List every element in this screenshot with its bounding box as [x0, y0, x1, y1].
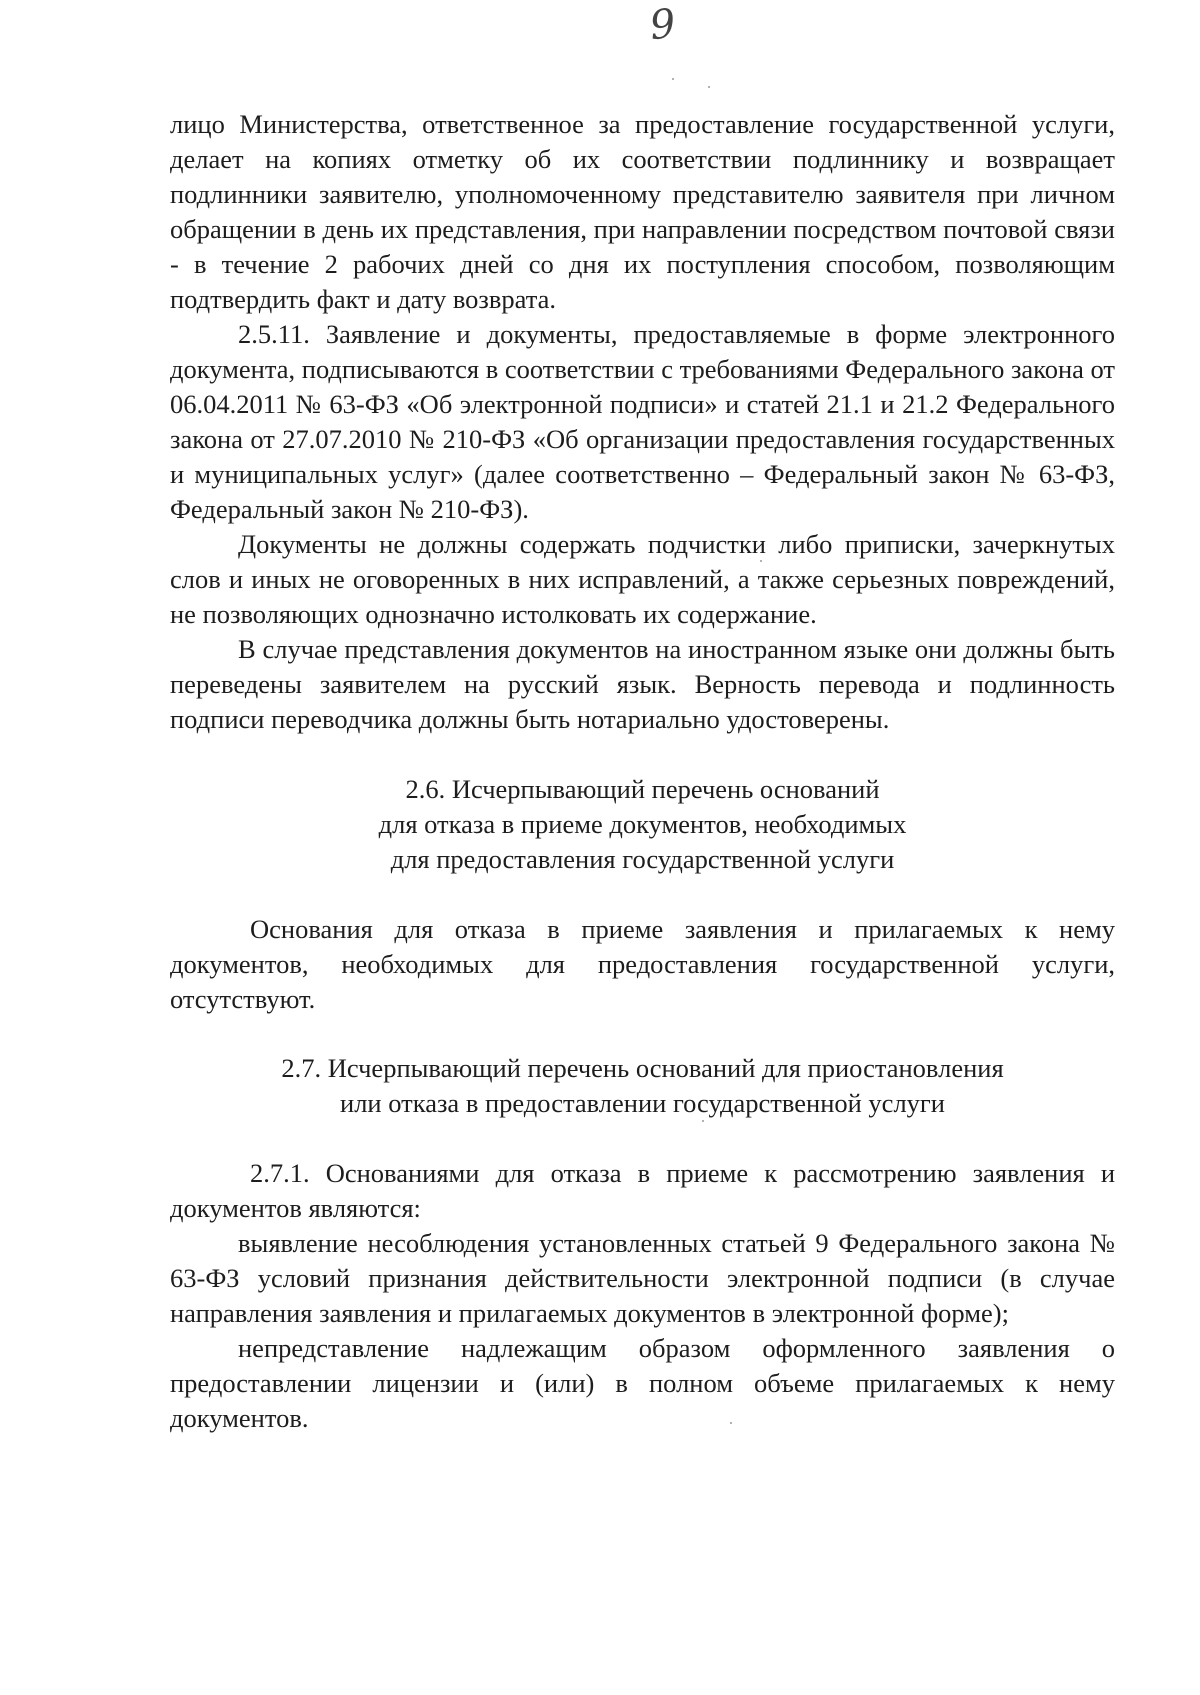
page-number: 9	[647, 0, 678, 50]
paragraph-2-7-1: 2.7.1. Основаниями для отказа в приеме к рассмотрению заявления и документов являются:	[170, 1158, 1115, 1223]
scan-speck	[760, 560, 762, 562]
spacer	[170, 1121, 1115, 1156]
scan-speck	[672, 78, 674, 80]
section-heading-2-6: 2.6. Исчерпывающий перечень оснований для отказа в приеме документов, необходимых для предоставления государственной услуги	[378, 774, 907, 874]
document-body	[170, 107, 1115, 1436]
paragraph-signature-validity: выявление несоблюдения установленных статьей 9 Федерального закона № 63-ФЗ условий признания действительности электронной подписи (в случае направления заявления и прилагаемых документов в электронной форме);	[170, 1228, 1115, 1328]
paragraph-document-requirements: Документы не должны содержать подчистки либо приписки, зачеркнутых слов и иных не оговоренных в них исправлений, а также серьезных повреждений, не позволяющих однозначно истолковать их содержание.	[170, 529, 1115, 629]
spacer	[170, 1017, 1115, 1051]
scan-speck	[708, 86, 710, 88]
paragraph-continuation: лицо Министерства, ответственное за предоставление государственной услуги, делает на копиях отметку об их соответствии подлиннику и возвращает подлинники заявителю, уполномоченному представителю заявителя при личном обращении в день их представления, при направлении посредством почтовой связи - в течение 2 рабочих дней со дня их поступления способом, позволяющим подтвердить факт и дату возврата.	[170, 109, 1115, 314]
paragraph-2-6-body: Основания для отказа в приеме заявления и прилагаемых к нему документов, необходимых для предоставления государственной услуги, отсутствуют.	[170, 914, 1115, 1014]
scan-speck	[702, 1120, 704, 1122]
scan-speck	[730, 1422, 732, 1424]
paragraph-incomplete-documents: непредставление надлежащим образом оформленного заявления о предоставлении лицензии и (или) в полном объеме прилагаемых к нему документов.	[170, 1333, 1115, 1433]
paragraph-2-5-11: 2.5.11. Заявление и документы, предоставляемые в форме электронного документа, подписываются в соответствии с требованиями Федерального закона от 06.04.2011 № 63-ФЗ «Об электронной подписи» и статей 21.1 и 21.2 Федерального закона от 27.07.2010 № 210-ФЗ «Об организации предоставления государственных и муниципальных услуг» (далее соответственно – Федеральный закон № 63-ФЗ, Федеральный закон № 210-ФЗ).	[170, 319, 1116, 524]
paragraph-foreign-language: В случае представления документов на иностранном языке они должны быть переведены заявителем на русский язык. Верность перевода и подлинность подписи переводчика должны быть нотариально удостоверены.	[170, 634, 1115, 734]
spacer	[170, 737, 1115, 772]
spacer	[170, 877, 1115, 912]
section-heading-2-7: 2.7. Исчерпывающий перечень оснований для приостановления или отказа в предоставлении государственной услуги	[281, 1053, 1004, 1118]
